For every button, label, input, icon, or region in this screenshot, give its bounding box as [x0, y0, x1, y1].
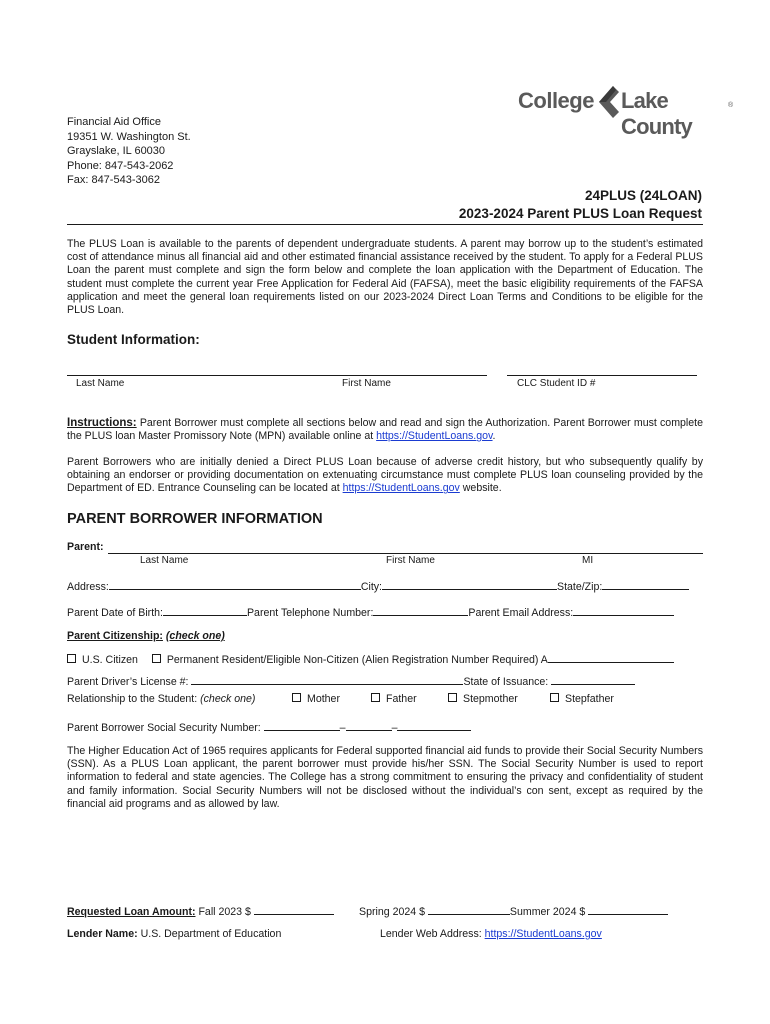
office-name: Financial Aid Office: [67, 116, 161, 128]
parent-label: Parent:: [67, 541, 104, 553]
father-label: Father: [386, 693, 417, 705]
relationship-label: Relationship to the Student:: [67, 693, 198, 705]
address-label: Address:: [67, 581, 109, 593]
permanent-resident-label: Permanent Resident/Eligible Non-Citizen (Alien Registration Number Required) A: [166, 654, 548, 666]
state-issuance-field[interactable]: [551, 673, 635, 685]
city-label: City:: [360, 581, 382, 593]
spring-loan-group: [359, 903, 668, 918]
requested-loan-label: Requested Loan Amount:: [67, 906, 196, 918]
lender-web-link[interactable]: https://StudentLoans.gov: [484, 928, 602, 940]
email-field[interactable]: [573, 604, 674, 616]
dob-row: [67, 604, 674, 619]
stepmother-option[interactable]: [448, 693, 518, 705]
license-field[interactable]: [191, 673, 463, 685]
father-option[interactable]: [371, 693, 417, 705]
denied-text: Parent Borrowers who are initially denied a Direct PLUS Loan because of adverse credit history, but who subsequently qualify by obtaining an endorser or providing documentation on extenuating circumstance must complete PLUS loan counseling provided by the Department of ED. Entrance Counseling can be located at: [67, 456, 703, 495]
ssn-disclosure-paragraph: The Higher Education Act of 1965 requires applicants for Federal supported financial aid funds to provide their Social Security Numbers (SSN). As a PLUS Loan applicant, the parent borrower must provide his/her SSN. The Social Security Number is used to report information to federal and state agencies. The College has a strong commitment to ensuring the privacy and confidentiality of student and family information. Social Security Numbers will not be disclosed without the individual’s con sent, except as required by the financial aid programs and as allowed by law.: [67, 745, 703, 810]
ssn-part-2-field[interactable]: [346, 719, 392, 731]
college-logo: [518, 82, 738, 139]
dob-field[interactable]: [163, 604, 247, 616]
us-citizen-checkbox[interactable]: [67, 654, 76, 663]
stepfather-checkbox[interactable]: [550, 693, 559, 702]
ssn-part-1-field[interactable]: [264, 719, 340, 731]
ssn-row: [67, 719, 471, 734]
license-label: Parent Driver’s License #:: [67, 676, 189, 688]
student-first-name-label: First Name: [342, 378, 391, 389]
denied-end: website.: [459, 482, 502, 495]
student-last-name-label: Last Name: [76, 378, 125, 389]
stepfather-label: Stepfather: [565, 693, 614, 705]
lender-name-label: Lender Name:: [67, 928, 138, 940]
student-id-label: CLC Student ID #: [517, 378, 596, 389]
summer-amount-field[interactable]: [588, 903, 668, 915]
office-fax: Fax: 847-543-3062: [67, 174, 160, 186]
citizenship-options-row: [67, 651, 674, 666]
office-city: Grayslake, IL 60030: [67, 145, 166, 157]
parent-name-row: [67, 541, 104, 553]
us-citizen-label: U.S. Citizen: [82, 654, 138, 666]
title-rule: [67, 224, 703, 225]
relationship-row: [67, 693, 255, 705]
student-id-line: [507, 375, 697, 376]
state-zip-label: State/Zip:: [557, 581, 603, 593]
office-phone: Phone: 847-543-2062: [67, 159, 174, 172]
alien-number-field[interactable]: [548, 651, 674, 663]
parent-mi-label: MI: [582, 555, 594, 566]
parent-borrower-heading: PARENT BORROWER INFORMATION: [67, 511, 323, 527]
lender-web-label: Lender Web Address:: [380, 928, 482, 940]
spring-label: Spring 2024 $: [359, 906, 425, 918]
lender-name-value: U.S. Department of Education: [140, 928, 282, 940]
license-row: [67, 673, 635, 688]
fall-label: Fall 2023 $: [198, 906, 251, 918]
phone-field[interactable]: [373, 604, 468, 616]
parent-last-name-label: Last Name: [140, 555, 189, 566]
relationship-hint: (check one): [200, 693, 256, 705]
spring-amount-field[interactable]: [428, 903, 510, 915]
ssn-label: Parent Borrower Social Security Number:: [67, 722, 261, 734]
denied-borrowers-paragraph: [67, 456, 703, 496]
instructions-paragraph: [67, 417, 703, 443]
studentloans-link-2[interactable]: https://StudentLoans.gov: [342, 482, 460, 495]
studentloans-link-1[interactable]: https://StudentLoans.gov: [376, 430, 493, 443]
logo-mark-icon: [591, 82, 621, 122]
logo-left-text: College: [518, 88, 594, 113]
instructions-text: Parent Borrower must complete all sections below and read and sign the Authorization. Parent Borrower must complete the PLUS loan Master Promissory Note (MPN) available online at: [67, 417, 703, 443]
ssn-dash-2: –: [391, 722, 398, 734]
state-zip-field[interactable]: [602, 578, 689, 590]
parent-first-name-label: First Name: [386, 555, 435, 566]
lender-row: [67, 928, 281, 940]
permanent-resident-checkbox[interactable]: [152, 654, 161, 663]
father-checkbox[interactable]: [371, 693, 380, 702]
mother-label: Mother: [307, 693, 340, 705]
student-info-heading: Student Information:: [67, 332, 200, 347]
logo-right-text: Lake County: [621, 88, 692, 139]
office-street: 19351 W. Washington St.: [67, 130, 191, 143]
instructions-end: .: [492, 430, 496, 443]
mother-checkbox[interactable]: [292, 693, 301, 702]
address-row: [67, 578, 689, 593]
parent-name-field[interactable]: [108, 553, 703, 554]
email-label: Parent Email Address:: [468, 607, 574, 619]
address-field[interactable]: [109, 578, 361, 590]
citizenship-hint: (check one): [165, 630, 225, 642]
mother-option[interactable]: [292, 693, 340, 705]
dob-label: Parent Date of Birth:: [67, 607, 163, 619]
fall-amount-field[interactable]: [254, 903, 334, 915]
summer-label: Summer 2024 $: [509, 906, 586, 918]
form-code: 24PLUS (24LOAN): [584, 188, 702, 203]
student-name-line: [67, 375, 487, 376]
ssn-dash-1: –: [339, 722, 346, 734]
phone-label: Parent Telephone Number:: [246, 607, 374, 619]
instructions-label: Instructions:: [67, 417, 137, 429]
lender-web-group: [380, 928, 602, 940]
state-issuance-label: State of Issuance:: [463, 676, 549, 688]
citizenship-heading-row: [67, 630, 225, 642]
stepmother-label: Stepmother: [463, 693, 518, 705]
form-title: 2023-2024 Parent PLUS Loan Request: [458, 206, 702, 221]
citizenship-label: Parent Citizenship:: [67, 630, 163, 642]
ssn-part-3-field[interactable]: [397, 719, 471, 731]
logo-trademark: ®: [728, 102, 734, 109]
stepmother-checkbox[interactable]: [448, 693, 457, 702]
city-field[interactable]: [382, 578, 557, 590]
requested-loan-row: [67, 903, 334, 918]
intro-paragraph: The PLUS Loan is available to the parents of dependent undergraduate students. A parent may borrow up to the student’s estimated cost of attendance minus all financial aid and other estimated financial assistance received by the student. To apply for a Federal PLUS Loan the parent must complete and sign the form below and complete the loan application with the Department of Education. The student must complete the current year Free Application for Federal Aid (FAFSA), meet the basic eligibility requirements of the FAFSA application and meet the general loan requirements listed on our 2023-2024 Direct Loan Terms and Conditions to be eligible for the PLUS Loan.: [67, 238, 703, 317]
office-address-block: [67, 115, 191, 188]
stepfather-option[interactable]: [550, 693, 614, 705]
